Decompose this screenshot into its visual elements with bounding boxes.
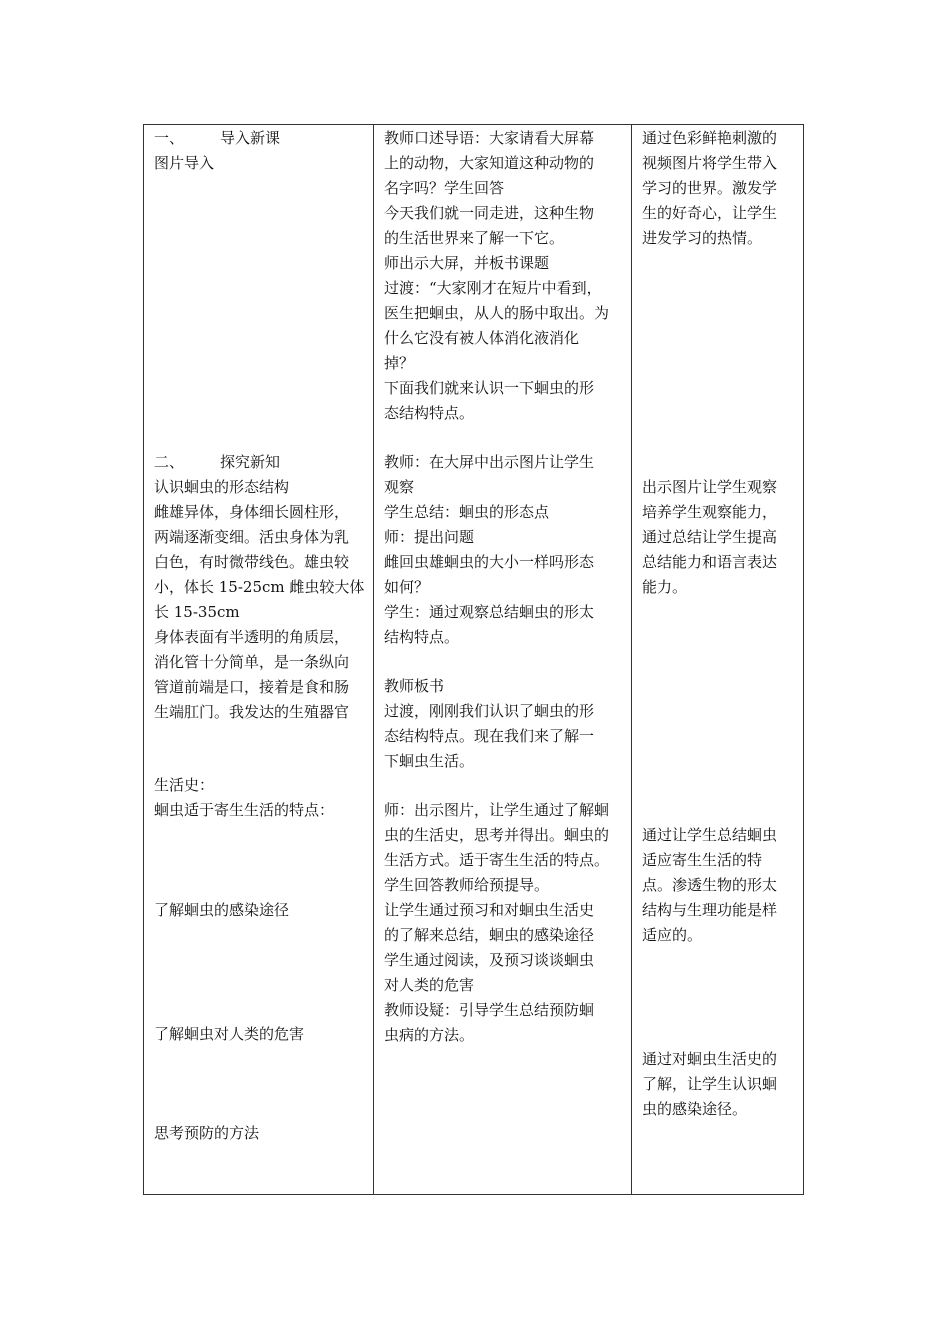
text-line: 下面我们就来认识一下蛔虫的形 [384,379,595,397]
text-line: 过渡，刚刚我们认识了蛔虫的形 [384,702,595,720]
text-line: 生端肛门。我发达的生殖器官 [154,703,350,721]
text-line: 通过色彩鲜艳刺激的 [642,129,778,147]
text-line: 医生把蛔虫，从人的肠中取出。为 [384,304,610,322]
text-line: 出示图片让学生观察 [642,478,778,496]
text-line: 小，体长 15-25cm 雌虫较大体 [154,578,365,596]
text-line: 虫的生活史，思考并得出。蛔虫的 [384,826,610,844]
life-history-label: 生活史： [154,776,215,794]
text-line: 的了解来总结，蛔虫的感染途径 [384,926,595,944]
text-line: 生的好奇心，让学生 [642,204,778,222]
text-line: 的生活世界来了解一下它。 [384,229,565,247]
text-line: 点。渗透生物的形太 [642,876,778,894]
text-line: 总结能力和语言表达 [642,553,778,571]
prevention-label: 思考预防的方法 [154,1124,260,1142]
text-line: 教师口述导语：大家请看大屏幕 [384,129,595,147]
text-line: 认识蛔虫的形态结构 [154,478,290,496]
lesson-plan-table [143,124,804,1195]
text-line: 今天我们就一同走进，这种生物 [384,204,595,222]
text-line: 雌回虫雄蛔虫的大小一样吗形态 [384,553,595,571]
text-line: 师出示大屏，并板书课题 [384,254,550,272]
text-line: 态结构特点。现在我们来了解一 [384,727,595,745]
text-line: 雌雄异体，身体细长圆柱形， [154,503,350,521]
text-line: 通过总结让学生提高 [642,528,778,546]
text-line: 消化管十分简单，是一条纵向 [154,653,350,671]
infection-route-label: 了解蛔虫的感染途径 [154,901,290,919]
content-column [144,125,374,1194]
text-line: 通过让学生总结蛔虫 [642,826,778,844]
text-line: 掉？ [384,354,415,372]
text-line: 下蛔虫生活。 [384,752,475,770]
text-line: 教师：在大屏中出示图片让学生 [384,453,595,471]
section-1-subtitle: 图片导入 [154,154,215,172]
text-line: 视频图片将学生带入 [642,154,778,172]
text-line: 虫病的方法。 [384,1026,475,1044]
teacher-activity-column [374,125,632,1194]
text-line: 如何？ [384,578,430,596]
text-line: 适应的。 [642,926,703,944]
text-line: 教师板书 [384,677,445,695]
text-line: 了解，让学生认识蛔 [642,1075,778,1093]
text-line: 培养学生观察能力， [642,503,778,521]
text-line: 过渡：“大家刚才在短片中看到， [384,279,602,297]
text-line: 教师设疑：引导学生总结预防蛔 [384,1001,595,1019]
text-line: 学生通过阅读，及预习谈谈蛔虫 [384,951,595,969]
text-line: 对人类的危害 [384,976,475,994]
text-line: 白色，有时微带线色。雄虫较 [154,553,350,571]
text-line: 让学生通过预习和对蛔虫生活史 [384,901,595,919]
text-line: 长 15-35cm [154,603,240,621]
text-line: 结构特点。 [384,628,460,646]
text-line: 态结构特点。 [384,404,475,422]
text-line: 两端逐渐变细。活虫身体为乳 [154,528,350,546]
text-line: 名字吗？学生回答 [384,179,505,197]
text-line: 上的动物，大家知道这种动物的 [384,154,595,172]
text-line: 观察 [384,478,415,496]
text-line: 学习的世界。激发学 [642,179,778,197]
text-line: 能力。 [642,578,688,596]
text-line: 管道前端是口，接着是食和肠 [154,678,350,696]
text-line: 身体表面有半透明的角质层， [154,628,350,646]
harm-label: 了解蛔虫对人类的危害 [154,1025,305,1043]
text-line: 师：提出问题 [384,528,475,546]
text-line: 虫的感染途径。 [642,1100,748,1118]
text-line: 师：出示图片，让学生通过了解蛔 [384,801,610,819]
parasite-traits-label: 蛔虫适于寄生生活的特点： [154,801,335,819]
text-line: 结构与生理功能是样 [642,901,778,919]
section-2-heading: 二、 探究新知 [154,453,281,471]
text-line: 生活方式。适于寄生生活的特点。 [384,851,610,869]
text-line: 什么它没有被人体消化液消化 [384,329,580,347]
text-line: 进发学习的热情。 [642,229,763,247]
design-intent-column [632,125,805,1194]
text-line: 学生回答教师给预提导。 [384,876,550,894]
section-1-heading: 一、 导入新课 [154,129,281,147]
text-line: 通过对蛔虫生活史的 [642,1050,778,1068]
text-line: 适应寄生生活的特 [642,851,763,869]
text-line: 学生总结：蛔虫的形态点 [384,503,550,521]
text-line: 学生：通过观察总结蛔虫的形太 [384,603,595,621]
